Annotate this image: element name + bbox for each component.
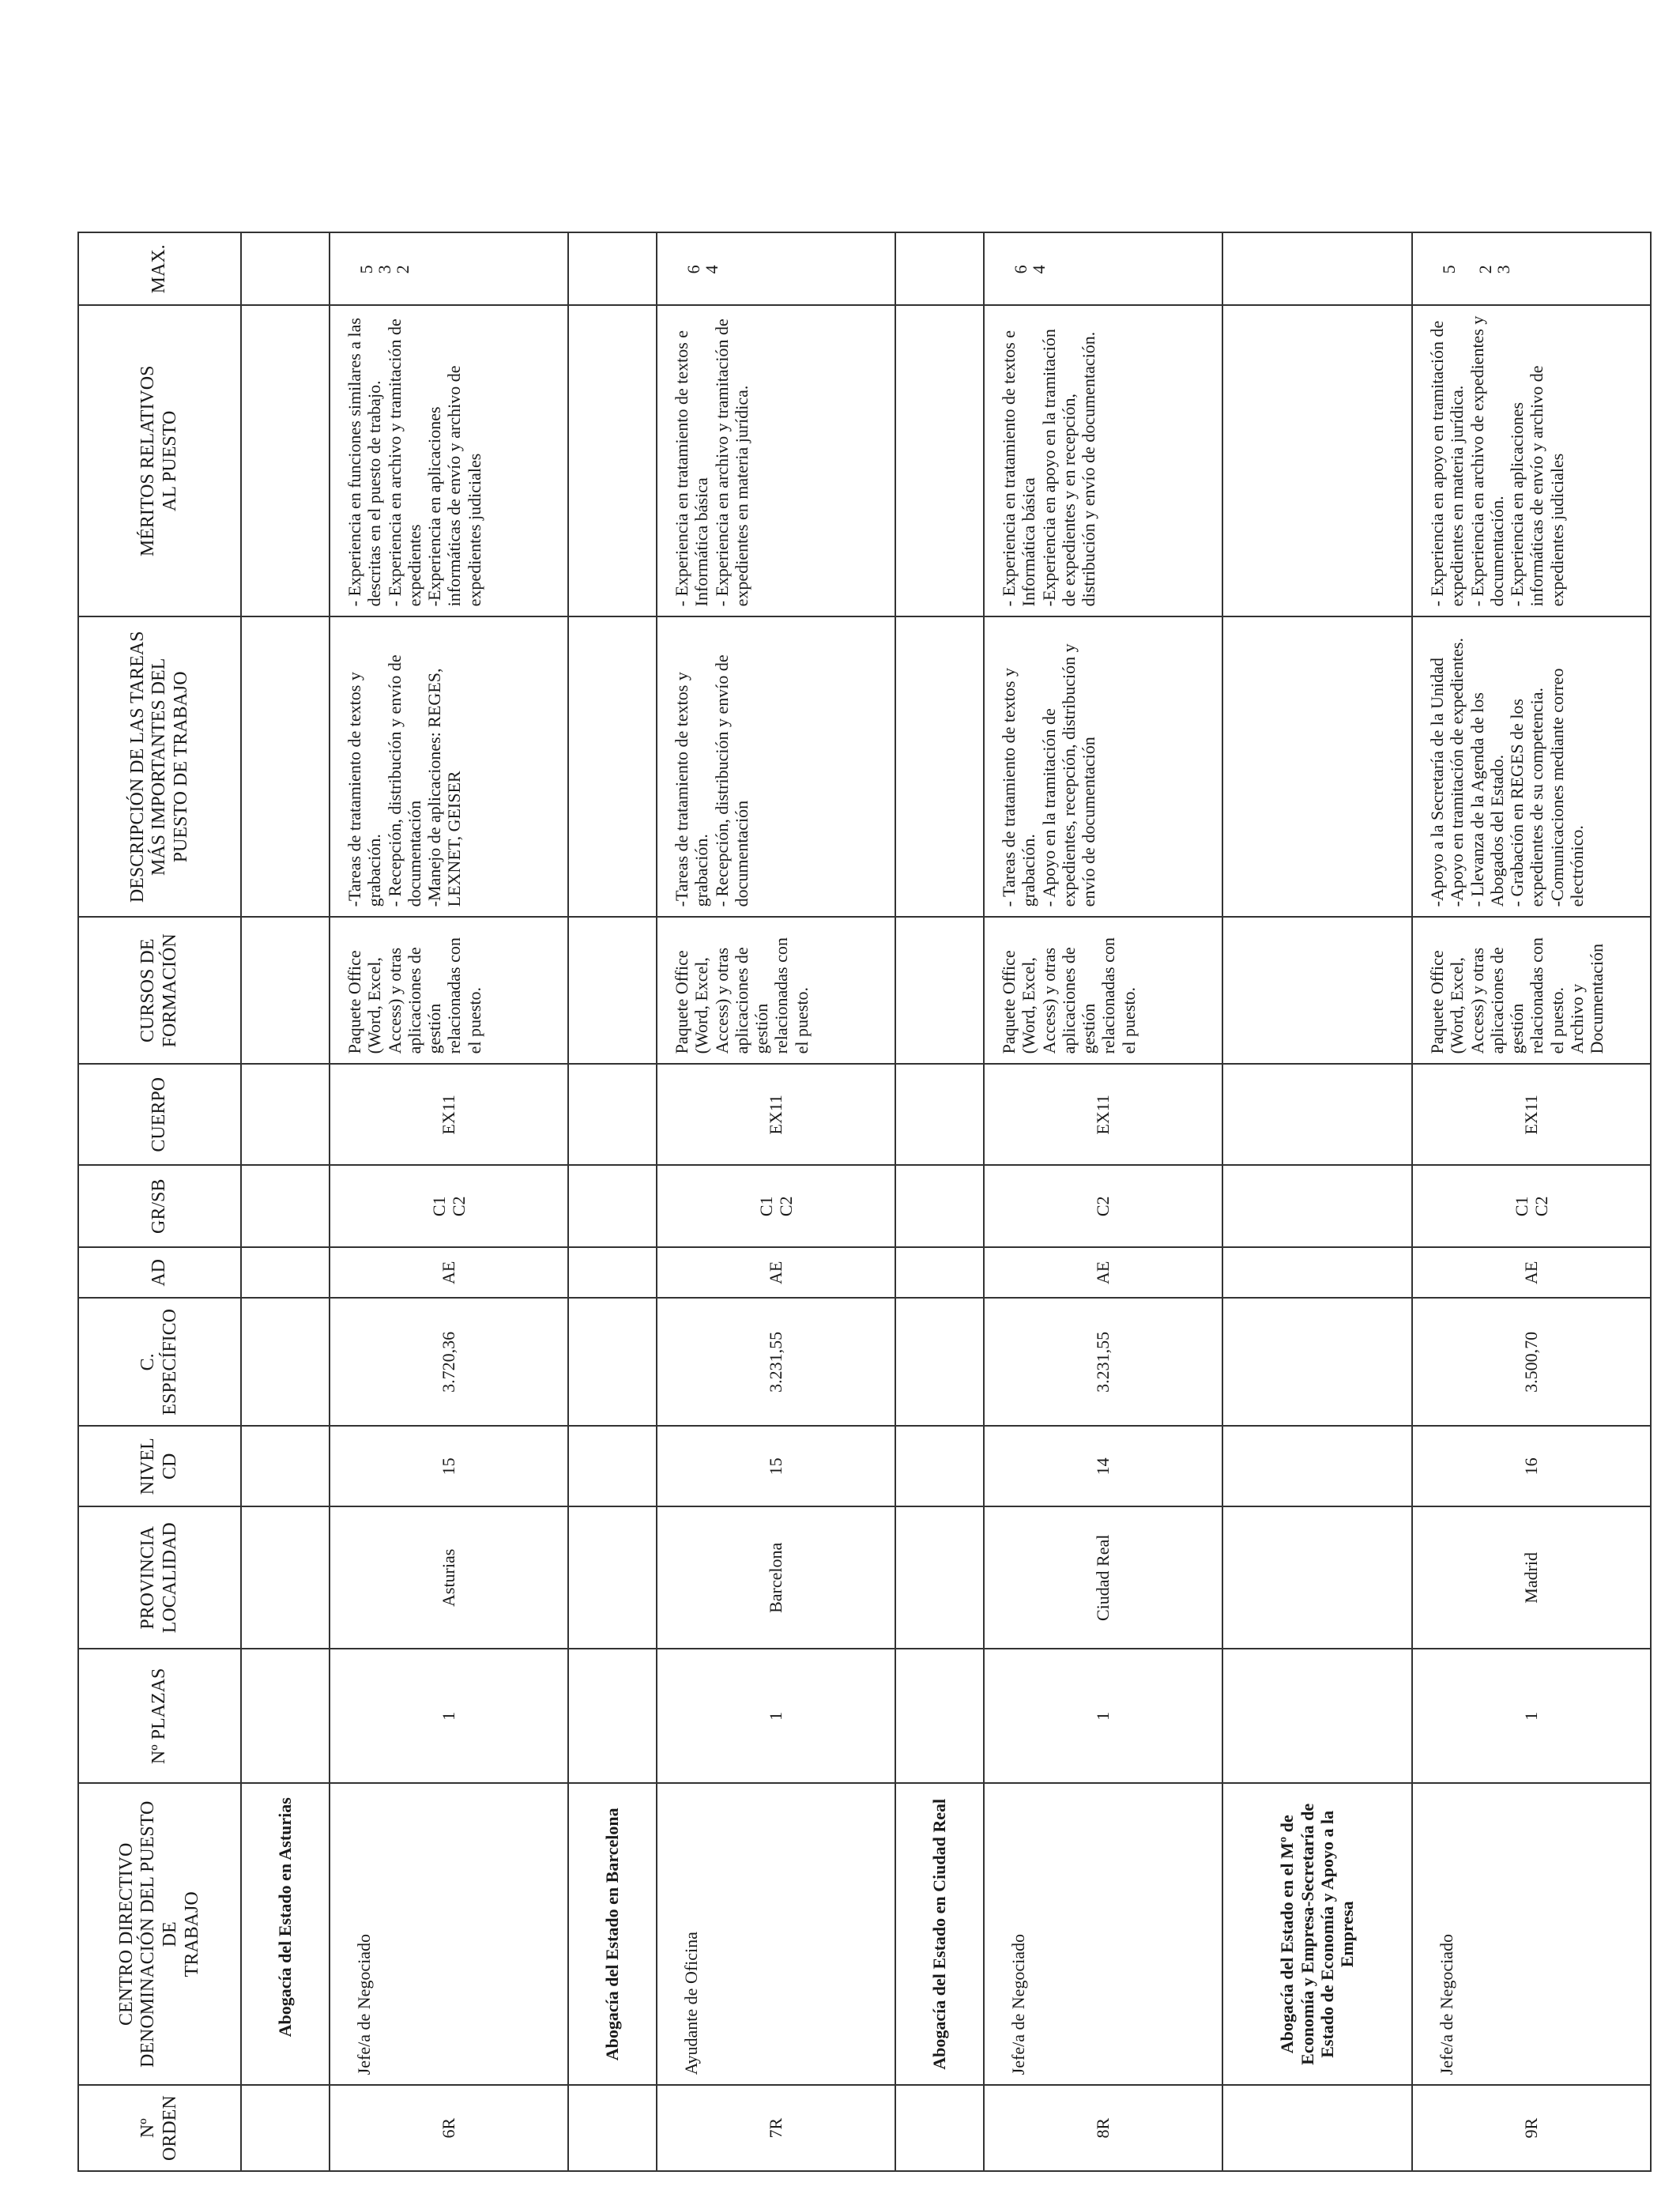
section-name: Abogacía del Estado en Ciudad Real xyxy=(895,1783,984,2085)
ad-cell: AE xyxy=(657,1247,895,1298)
header-ad: AD xyxy=(78,1247,241,1298)
section-name: Abogacía del Estado en Asturias xyxy=(241,1783,330,2085)
meritos-cell: - Experiencia en tratamiento de textos e Informática básica -Experiencia en apoyo en la tramitación de expedientes y en recepción, distribución y envío de documentación. xyxy=(984,305,1222,616)
header-plazas: Nº PLAZAS xyxy=(78,1649,241,1783)
meritos-cell: - Experiencia en funciones similares a las descritas en el puesto de trabajo. - Experiencia en archivo y tramitación de expedientes -Experiencia en aplicaciones informáticas de envío y archivo de expedientes judiciales xyxy=(330,305,568,616)
meritos-cell: - Experiencia en tratamiento de textos e Informática básica - Experiencia en archivo y tramitación de expedientes en materia jurídica. xyxy=(657,305,895,616)
ad-cell: AE xyxy=(984,1247,1222,1298)
header-especifico: C. ESPECÍFICO xyxy=(78,1298,241,1426)
orden-cell: 9R xyxy=(1412,2085,1651,2171)
descripcion-cell: -Tareas de tratamiento de textos y grabación. - Recepción, distribución y envío de documentación -Manejo de aplicaciones: REGES, LEXNET, GEISER xyxy=(330,616,568,917)
max-cell: 6 4 xyxy=(984,232,1222,305)
section-row xyxy=(895,232,984,2171)
cuerpo-cell: EX11 xyxy=(330,1064,568,1165)
grsb-cell: C1 C2 xyxy=(330,1165,568,1247)
especifico-cell: 3.231,55 xyxy=(657,1298,895,1426)
especifico-cell: 3.720,36 xyxy=(330,1298,568,1426)
especifico-cell: 3.231,55 xyxy=(984,1298,1222,1426)
cuerpo-cell: EX11 xyxy=(1412,1064,1651,1165)
orden-cell: 8R xyxy=(984,2085,1222,2171)
provincia-cell: Barcelona xyxy=(657,1506,895,1649)
header-cuerpo: CUERPO xyxy=(78,1064,241,1165)
plazas-cell: 1 xyxy=(657,1649,895,1783)
provincia-cell: Madrid xyxy=(1412,1506,1651,1649)
descripcion-cell: -Tareas de tratamiento de textos y grabación. - Recepción, distribución y envío de documentación xyxy=(657,616,895,917)
header-orden: Nº ORDEN xyxy=(78,2085,241,2171)
section-name: Abogacía del Estado en Barcelona xyxy=(568,1783,657,2085)
max-cell: 6 4 xyxy=(657,232,895,305)
grsb-cell: C1 C2 xyxy=(1412,1165,1651,1247)
table-row xyxy=(1412,232,1651,2171)
header-nivel: NIVEL CD xyxy=(78,1426,241,1506)
section-row xyxy=(568,232,657,2171)
descripcion-cell: -Apoyo a la Secretaría de la Unidad -Apoyo en tramitación de expedientes. - Llevanza de la Agenda de los Abogados del Estado. - Grabación en REGES de los expedientes de su competencia. -Comunicaciones mediante correo electrónico. xyxy=(1412,616,1651,917)
denominacion-cell: Ayudante de Oficina xyxy=(657,1783,895,2085)
nivel-cell: 14 xyxy=(984,1426,1222,1506)
cursos-cell: Paquete Office (Word, Excel, Access) y otras aplicaciones de gestión relacionadas con el puesto. Archivo y Documentación xyxy=(1412,917,1651,1064)
section-name: Abogacía del Estado en el Mº de Economía y Empresa-Secretaría de Estado de Economía y Apoyo a la Empresa xyxy=(1222,1783,1412,2085)
positions-table xyxy=(77,232,1652,2172)
nivel-cell: 16 xyxy=(1412,1426,1651,1506)
table-row xyxy=(984,232,1222,2171)
cursos-cell: Paquete Office (Word, Excel, Access) y otras aplicaciones de gestión relacionadas con el puesto. xyxy=(984,917,1222,1064)
cursos-cell: Paquete Office (Word, Excel, Access) y otras aplicaciones de gestión relacionadas con el puesto. xyxy=(657,917,895,1064)
provincia-cell: Ciudad Real xyxy=(984,1506,1222,1649)
header-provincia: PROVINCIA LOCALIDAD xyxy=(78,1506,241,1649)
header-cursos: CURSOS DE FORMACIÓN xyxy=(78,917,241,1064)
ad-cell: AE xyxy=(330,1247,568,1298)
max-cell: 5 3 2 xyxy=(330,232,568,305)
ad-cell: AE xyxy=(1412,1247,1651,1298)
plazas-cell: 1 xyxy=(984,1649,1222,1783)
plazas-cell: 1 xyxy=(1412,1649,1651,1783)
nivel-cell: 15 xyxy=(330,1426,568,1506)
plazas-cell: 1 xyxy=(330,1649,568,1783)
especifico-cell: 3.500,70 xyxy=(1412,1298,1651,1426)
denominacion-cell: Jefe/a de Negociado xyxy=(984,1783,1222,2085)
header-grsb: GR/SB xyxy=(78,1165,241,1247)
denominacion-cell: Jefe/a de Negociado xyxy=(330,1783,568,2085)
provincia-cell: Asturias xyxy=(330,1506,568,1649)
header-row xyxy=(78,232,241,2171)
orden-cell: 6R xyxy=(330,2085,568,2171)
nivel-cell: 15 xyxy=(657,1426,895,1506)
orden-cell: 7R xyxy=(657,2085,895,2171)
max-cell: 5 2 3 xyxy=(1412,232,1651,305)
header-descripcion: DESCRIPCIÓN DE LAS TAREAS MÁS IMPORTANTES DEL PUESTO DE TRABAJO xyxy=(78,616,241,917)
denominacion-cell: Jefe/a de Negociado xyxy=(1412,1783,1651,2085)
meritos-cell: - Experiencia en apoyo en tramitación de expedientes en materia jurídica. - Experiencia en archivo de expedientes y documentación. - Experiencia en aplicaciones informáticas de envío y archivo de expedientes judiciales xyxy=(1412,305,1651,616)
cuerpo-cell: EX11 xyxy=(657,1064,895,1165)
cuerpo-cell: EX11 xyxy=(984,1064,1222,1165)
descripcion-cell: - Tareas de tratamiento de textos y grabación. - Apoyo en la tramitación de expedientes, recepción, distribución y envío de documentación xyxy=(984,616,1222,917)
cursos-cell: Paquete Office (Word, Excel, Access) y otras aplicaciones de gestión relacionadas con el puesto. xyxy=(330,917,568,1064)
grsb-cell: C1 C2 xyxy=(657,1165,895,1247)
header-meritos: MÉRITOS RELATIVOS AL PUESTO xyxy=(78,305,241,616)
grsb-cell: C2 xyxy=(984,1165,1222,1247)
header-max: MAX. xyxy=(78,232,241,305)
table-row xyxy=(657,232,895,2171)
section-row xyxy=(1222,232,1412,2171)
header-centro: CENTRO DIRECTIVO DENOMINACIÓN DEL PUESTO DE TRABAJO xyxy=(78,1783,241,2085)
table-row xyxy=(330,232,568,2171)
section-row xyxy=(241,232,330,2171)
